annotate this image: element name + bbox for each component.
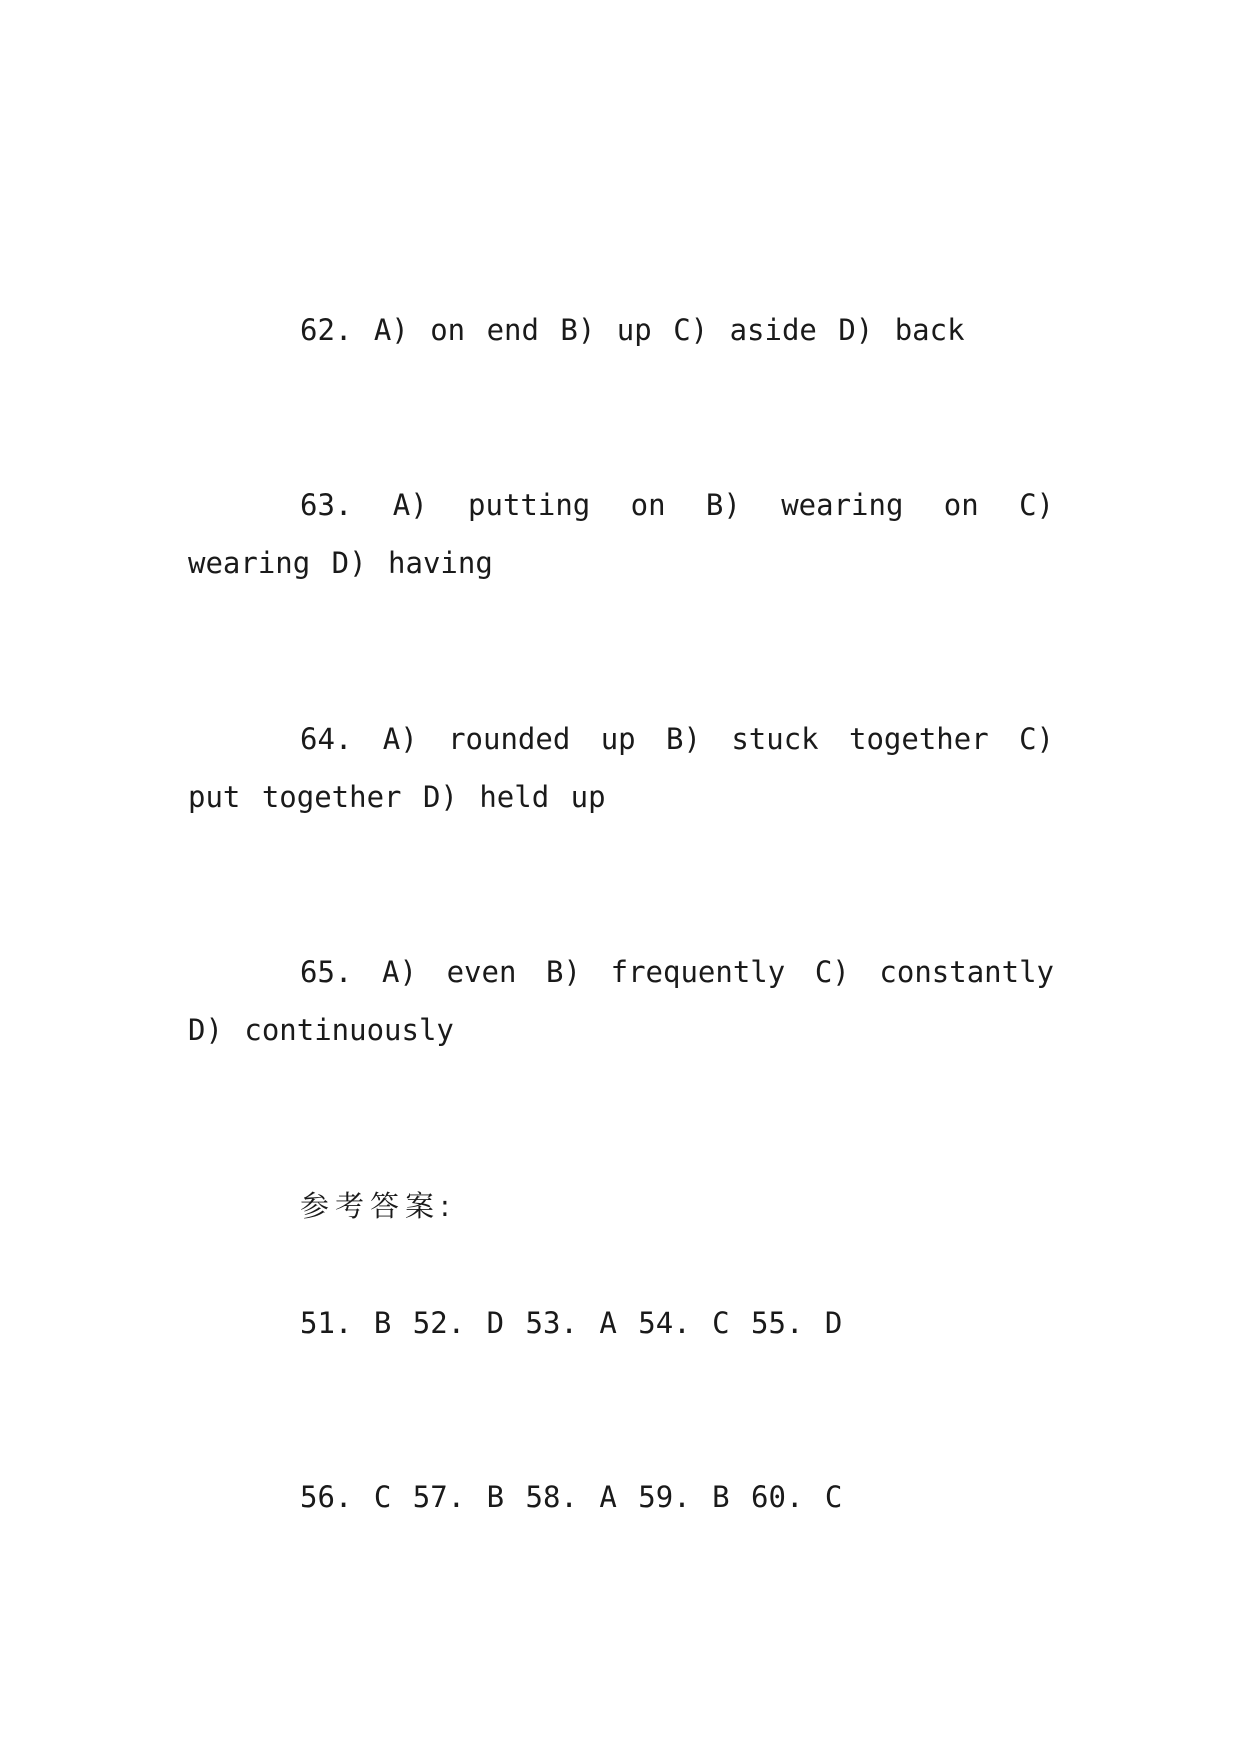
- answer-key-row-1: 51. B 52. D 53. A 54. C 55. D: [300, 1306, 843, 1340]
- question-65: 65. A) even B) frequently C) constantly D) continuously: [188, 955, 1076, 1047]
- answer-key-heading: 参考答案:: [300, 1189, 456, 1223]
- answer-key-row-2: 56. C 57. B 58. A 59. B 60. C: [300, 1480, 843, 1514]
- question-64: 64. A) rounded up B) stuck together C) put together D) held up: [188, 722, 1076, 814]
- question-62: 62. A) on end B) up C) aside D) back: [300, 313, 965, 347]
- question-63: 63. A) putting on B) wearing on C) wearing D) having: [188, 488, 1076, 580]
